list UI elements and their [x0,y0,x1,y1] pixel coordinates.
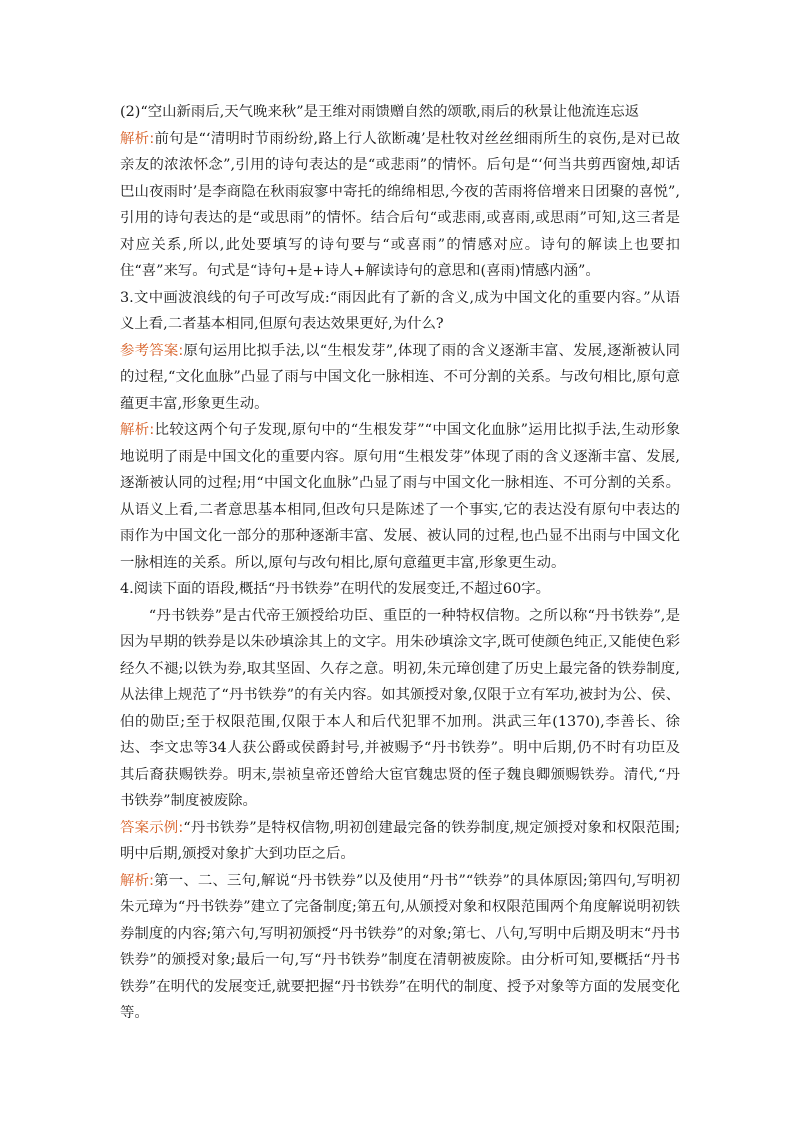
answer-label: 参考答案: [120,342,184,359]
analysis-label: 解析: [120,130,155,147]
question-3 [120,285,680,338]
analysis-block-4 [120,868,680,1027]
analysis-label: 解析: [120,872,154,889]
analysis-text: 比较这两个句子发现,原句中的“生根发芽”“中国文化血脉”运用比拟手法,生动形象地说明了雨是中国文化的重要内容。原句用“生根发芽”体现了雨的含义逐渐丰富、发展,逐渐被认同的过程;用“中国文化血脉”凸显了雨与中国文化一脉相连、不可分割的关系。从语义上看,二者意思基本相同,但改句只是陈述了一个事实,它的表达没有原句中表达的雨作为中国文化一部分的那种逐渐丰富、发展、被认同的过程,也凸显不出雨与中国文化一脉相连的关系。所以,原句与改句相比,原句意蕴更丰富,形象更生动。 [120,422,680,571]
document-body [120,99,680,1027]
question-text: 3.文中画波浪线的句子可改写成:“雨因此有了新的含义,成为中国文化的重要内容。”从语义上看,二者基本相同,但原句表达效果更好,为什么? [120,289,680,332]
answer-block-3 [120,338,680,418]
analysis-block-2 [120,126,680,285]
answer-text: 原句运用比拟手法,以“生根发芽”,体现了雨的含义逐渐丰富、发展,逐渐被认同的过程,“文化血脉”凸显了雨与中国文化一脉相连、不可分割的关系。与改句相比,原句意蕴更丰富,形象更生动。 [120,342,680,412]
question-text: (2)“空山新雨后,天气晚来秋”是王维对雨馈赠自然的颂歌,雨后的秋景让他流连忘返 [120,104,640,120]
answer-block-4 [120,815,680,868]
passage-text: “丹书铁券”是古代帝王颁授给功臣、重臣的一种特权信物。之所以称“丹书铁券”,是因为早期的铁券是以朱砂填涂其上的文字。用朱砂填涂文字,既可使颜色纯正,又能使色彩经久不褪;以铁为券,取其坚固、久存之意。明初,朱元璋创建了历史上最完备的铁券制度,从法律上规范了“丹书铁券”的有关内容。如其颁授对象,仅限于立有军功,被封为公、侯、伯的勋臣;至于权限范围,仅限于本人和后代犯罪不加刑。洪武三年(1370),李善长、徐达、李文忠等34人获公爵或侯爵封号,并被赐予“丹书铁券”。明中后期,仍不时有功臣及其后裔获赐铁券。明末,崇祯皇帝还曾给大宦官魏忠贤的侄子魏良卿颁赐铁券。清代,“丹书铁券”制度被废除。 [120,607,680,809]
reading-passage [120,603,680,815]
answer-text: “丹书铁券”是特权信物,明初创建最完备的铁券制度,规定颁授对象和权限范围;明中后期,颁授对象扩大到功臣之后。 [120,819,680,862]
analysis-text: 前句是“‘清明时节雨纷纷,路上行人欲断魂’是杜牧对丝丝细雨所生的哀伤,是对已故亲友的浓浓怀念”,引用的诗句表达的是“或悲雨”的情怀。后句是“‘何当共剪西窗烛,却话巴山夜雨时’是李商隐在秋雨寂寥中寄托的绵绵相思,今夜的苦雨将倍增来日团聚的喜悦”,引用的诗句表达的是“或思雨”的情怀。结合后句“或悲雨,或喜雨,或思雨”可知,这三者是对应关系,所以,此处要填写的诗句要与“或喜雨”的情感对应。诗句的解读上也要扣住“喜”来写。句式是“诗句+是+诗人+解读诗句的意思和(喜雨)情感内涵”。 [120,130,680,279]
answer-label: 答案示例: [120,819,184,836]
question-4 [120,576,680,603]
question-text: 4.阅读下面的语段,概括“丹书铁券”在明代的发展变迁,不超过60字。 [120,581,551,597]
analysis-label: 解析: [120,422,155,438]
analysis-block-3 [120,417,680,576]
question-item-2 [120,99,680,126]
analysis-text: 第一、二、三句,解说“丹书铁券”以及使用“丹书”“铁券”的具体原因;第四句,写明初朱元璋为“丹书铁券”建立了完备制度;第五句,从颁授对象和权限范围两个角度解说明初铁券制度的内容;第六句,写明初颁授“丹书铁券”的对象;第七、八句,写明中后期及明末“丹书铁券”的颁授对象;最后一句,写“丹书铁券”制度在清朝被废除。由分析可知,要概括“丹书铁券”在明代的发展变迁,就要把握“丹书铁券”在明代的制度、授予对象等方面的发展变化等。 [120,872,680,1021]
